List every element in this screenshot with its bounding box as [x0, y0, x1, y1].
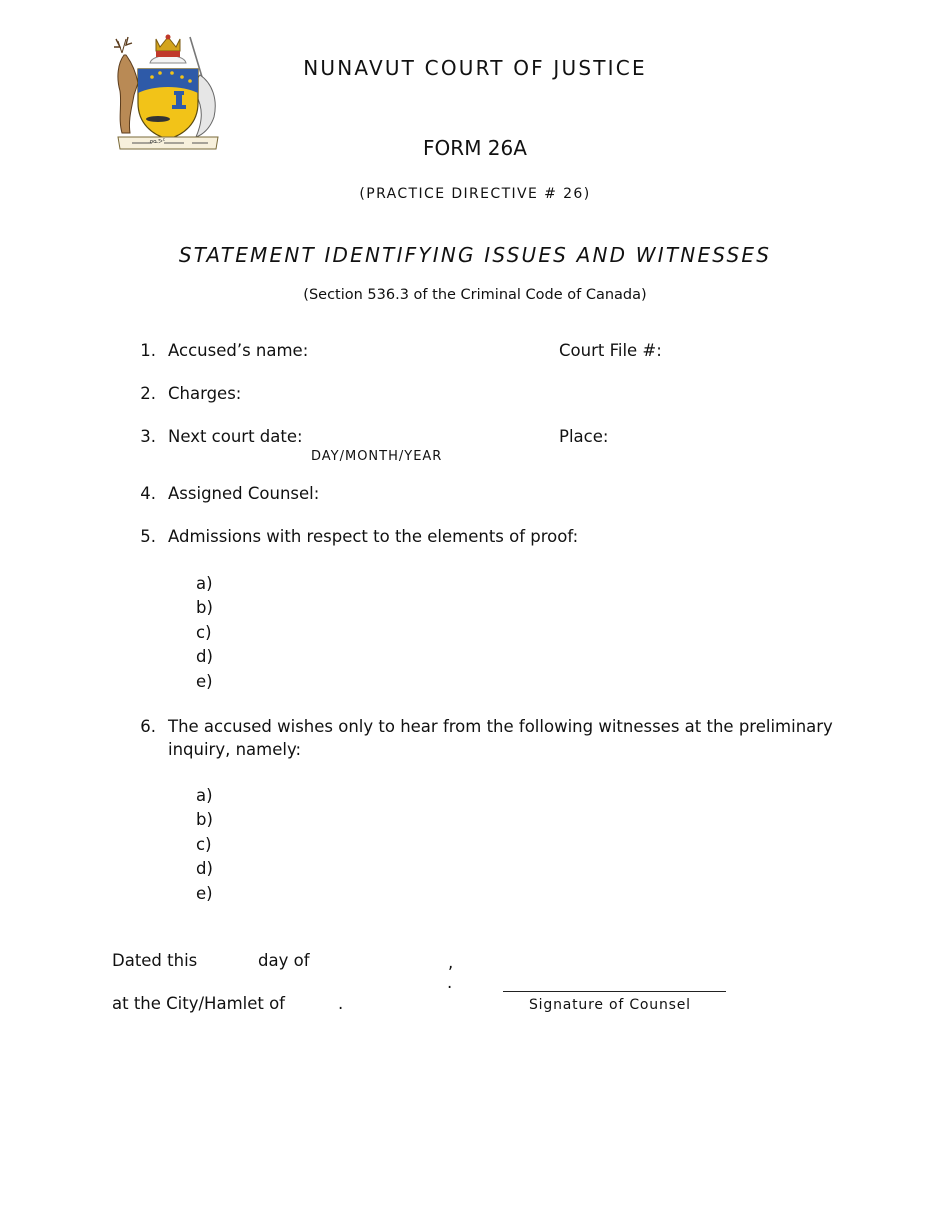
- nunavut-coat-of-arms-logo: [112, 33, 224, 153]
- form-number: FORM 26A: [423, 136, 527, 160]
- form-title: STATEMENT IDENTIFYING ISSUES AND WITNESSES: [178, 243, 772, 267]
- court-file-label: Court File #:: [559, 341, 662, 360]
- sub-item-marker: a): [196, 574, 213, 593]
- sub-item-marker: b): [196, 598, 213, 617]
- sub-item-marker: c): [196, 835, 212, 854]
- item-number: 5.: [140, 527, 156, 546]
- section-reference: (Section 536.3 of the Criminal Code of Canada): [303, 287, 647, 303]
- assigned-counsel-label: Assigned Counsel:: [168, 484, 320, 503]
- signature-line: [503, 991, 726, 992]
- next-court-date-label: Next court date:: [168, 427, 303, 446]
- sub-item-marker: b): [196, 810, 213, 829]
- sub-item-marker: d): [196, 859, 213, 878]
- witnesses-label-line1: The accused wishes only to hear from the following witnesses at the preliminary: [168, 717, 833, 736]
- signature-label: Signature of Counsel: [529, 997, 691, 1013]
- crest-caption: ᓄᓇᕗᑦ: [148, 138, 166, 145]
- day-of-label: day of: [258, 951, 310, 970]
- charges-label: Charges:: [168, 384, 242, 403]
- comma-mark: ,: [448, 953, 454, 972]
- item-number: 2.: [140, 384, 156, 403]
- period-mark: .: [447, 973, 453, 992]
- sub-item-marker: c): [196, 623, 212, 642]
- witnesses-label-line2: inquiry, namely:: [168, 740, 302, 759]
- dated-this-label: Dated this: [112, 951, 198, 970]
- place-label: Place:: [559, 427, 609, 446]
- practice-directive: (PRACTICE DIRECTIVE # 26): [359, 186, 591, 202]
- item-number: 4.: [140, 484, 156, 503]
- item-number: 6.: [140, 717, 156, 736]
- date-format-hint: DAY/MONTH/YEAR: [311, 449, 443, 464]
- accused-name-label: Accused’s name:: [168, 341, 309, 360]
- period-mark: .: [338, 994, 344, 1013]
- sub-item-marker: e): [196, 672, 213, 691]
- court-name: NUNAVUT COURT OF JUSTICE: [303, 56, 647, 80]
- admissions-label: Admissions with respect to the elements of proof:: [168, 527, 579, 546]
- city-hamlet-label: at the City/Hamlet of: [112, 994, 285, 1013]
- sub-item-marker: a): [196, 786, 213, 805]
- sub-item-marker: e): [196, 884, 213, 903]
- sub-item-marker: d): [196, 647, 213, 666]
- item-number: 1.: [140, 341, 156, 360]
- item-number: 3.: [140, 427, 156, 446]
